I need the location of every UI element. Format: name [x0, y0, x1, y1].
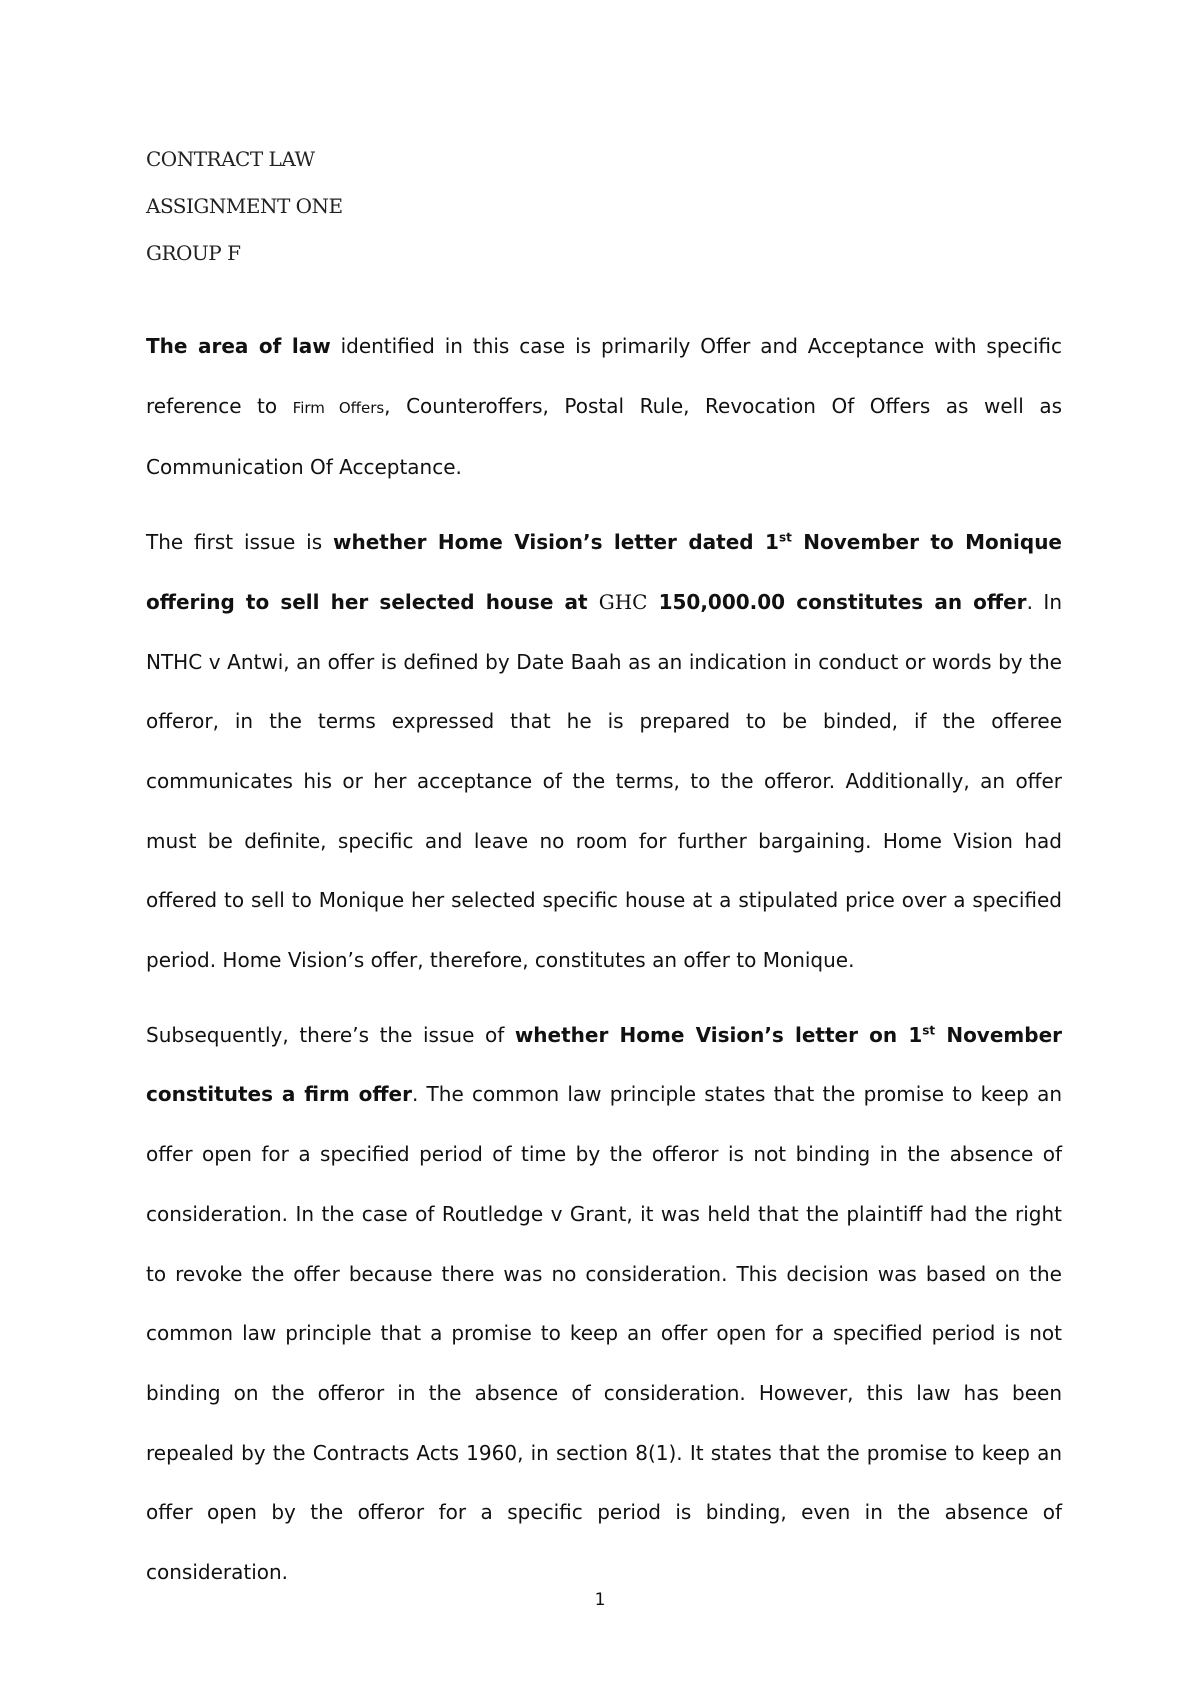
assignment-title: ASSIGNMENT ONE	[146, 194, 343, 218]
course-title: CONTRACT LAW	[146, 147, 315, 171]
bold-phrase: whether Home Vision’s letter on 1	[514, 1022, 923, 1047]
bold-phrase: The area of law	[146, 334, 331, 358]
text-run: The first issue is	[146, 530, 333, 555]
text-run: GHC	[598, 589, 648, 614]
text-run: . In NTHC v Antwi, an offer is defined by Date Baah as an indication in conduct or words by the offeror, in the terms expressed that he is prepared to be binded, if the offeree communicates his or her acceptance of the terms, to the offeror. Additionally, an offer must be definite, specific and leave no room for further bargaining. Home Vision had offered to sell to Monique her selected specific house at a stipulated price over a specified period. Home Vision’s offer, therefore, constitutes an offer to Monique.	[146, 589, 1063, 973]
paragraph-first-issue	[146, 513, 1062, 991]
superscript: st	[778, 530, 792, 545]
bold-phrase: November constitutes a firm offer	[146, 1022, 1062, 1107]
paragraph-firm-offer	[146, 1006, 1062, 1603]
page-number: 1	[594, 1590, 606, 1610]
text-run: . The common law principle states that the promise to keep an offer open for a specified period of time by the offeror is not binding in the absence of consideration. In the case of Routledge v Grant, it was held that the plaintiff had the right to revoke the offer because there was no consideration. This decision was based on the common law principle that a promise to keep an offer open for a specified period is not binding on the offeror in the absence of consideration. However, this law has been repealed by the Contracts Acts 1960, in section 8(1). It states that the promise to keep an offer open by the offeror for a specific period is binding, even in the absence of consideration.	[146, 1082, 1062, 1585]
superscript: st	[922, 1023, 936, 1038]
bold-phrase: November to Monique offering to sell her selected house at	[146, 530, 1062, 614]
bold-phrase: 150,000.00 constitutes an offer	[647, 589, 1027, 614]
text-run-small: Firm Offers	[292, 398, 385, 417]
paragraph-area-of-law	[146, 317, 1062, 498]
text-run: , Counteroffers, Postal Rule, Revocation Of Offers as well as Communication Of Acceptance.	[146, 393, 1062, 480]
group-label: GROUP F	[146, 241, 241, 265]
text-run: identified in this case is primarily Offer and Acceptance with specific reference to	[146, 334, 1062, 418]
document-body	[146, 317, 1062, 1618]
text-run: Subsequently, there’s the issue of	[146, 1022, 515, 1047]
bold-phrase: whether Home Vision’s letter dated 1	[332, 530, 779, 555]
